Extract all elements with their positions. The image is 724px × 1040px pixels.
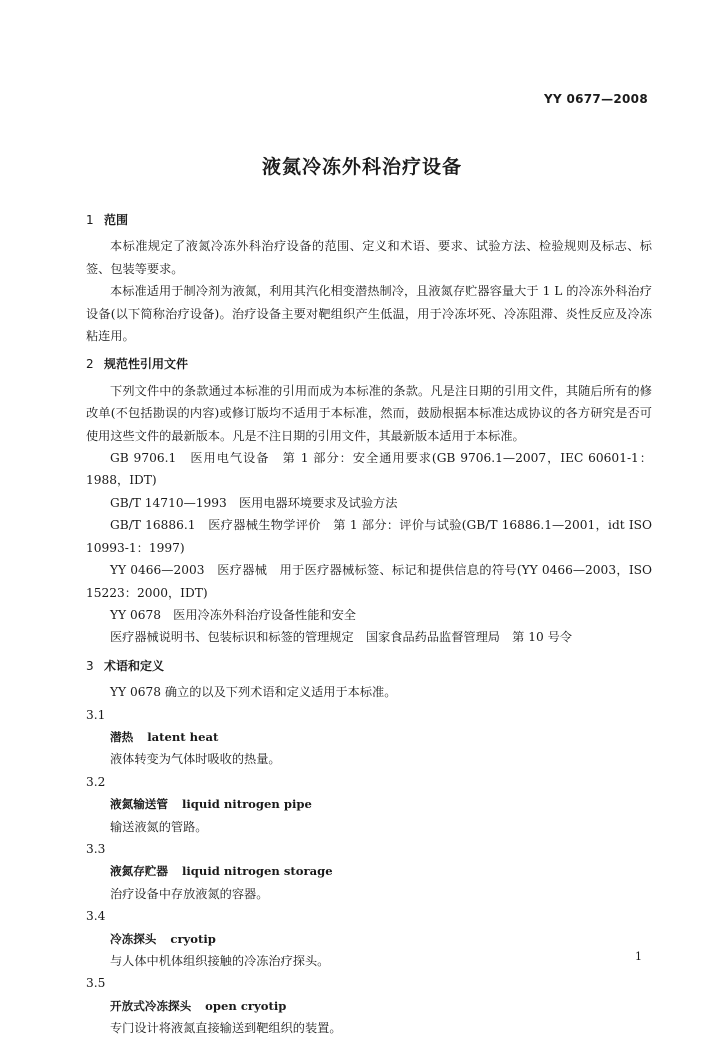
reference-item: YY 0678 医用冷冻外科治疗设备性能和安全 [110, 607, 356, 622]
term-zh: 液氮输送管 [110, 797, 168, 812]
reference-item: 医疗器械说明书、包装标识和标签的管理规定 国家食品药品监督管理局 第 10 号令 [110, 630, 573, 645]
term-zh: 液氮存贮器 [110, 864, 168, 879]
term-number: 3.4 [86, 909, 106, 924]
document-body [86, 205, 652, 1040]
page-number: 1 [635, 950, 642, 963]
reference-item: GB/T 14710—1993 医用电器环境要求及试验方法 [110, 495, 398, 510]
term-title [86, 860, 652, 882]
standard-code: YY 0677—2008 [544, 92, 648, 106]
term-number: 3.3 [86, 841, 106, 856]
reference-item: GB 9706.1 医用电气设备 第 1 部分：安全通用要求(GB 9706.1—2007，IEC 60601-1：1988，IDT) [86, 451, 652, 488]
section-heading-scope [86, 209, 652, 231]
section-number: 2 [86, 357, 94, 372]
term-definition: 输送液氮的管路。 [110, 819, 208, 834]
document-title: 液氮冷冻外科治疗设备 [261, 156, 462, 178]
section-number: 1 [86, 213, 94, 227]
section-title: 术语和定义 [104, 658, 165, 673]
section-title: 范围 [104, 213, 129, 227]
term-zh: 冷冻探头 [110, 931, 157, 946]
term-title [86, 793, 652, 815]
term-definition: 液体转变为气体时吸收的热量。 [110, 752, 281, 767]
term-en: liquid nitrogen storage [181, 864, 333, 879]
term-title [86, 928, 652, 950]
reference-item: GB/T 16886.1 医疗器械生物学评价 第 1 部分：评价与试验(GB/T 16886.1—2001，idt ISO 10993-1：1997) [86, 518, 652, 555]
section-number: 3 [86, 658, 94, 673]
section-heading-refs [86, 353, 652, 375]
term-definition: 治疗设备中存放液氮的容器。 [110, 886, 269, 901]
section-heading-terms [86, 655, 652, 677]
term-en: open cryotip [205, 998, 287, 1013]
term-number: 3.2 [86, 774, 106, 789]
reference-item: YY 0466—2003 医疗器械 用于医疗器械标签、标记和提供信息的符号(YY 0466—2003，ISO 15223：2000，IDT) [86, 563, 652, 600]
section-title: 规范性引用文件 [104, 357, 189, 372]
term-en: liquid nitrogen pipe [181, 797, 312, 812]
term-definition: 与人体中机体组织接触的冷冻治疗探头。 [110, 954, 330, 968]
terms-intro: YY 0678 确立的以及下列术语和定义适用于本标准。 [110, 685, 397, 700]
term-en: cryotip [170, 931, 216, 946]
term-number: 3.5 [86, 976, 106, 991]
term-zh: 开放式冷冻探头 [110, 998, 192, 1013]
term-en: latent heat [147, 729, 219, 744]
term-zh: 潜热 [110, 729, 134, 744]
term-number: 3.1 [86, 707, 106, 722]
refs-intro: 下列文件中的条款通过本标准的引用而成为本标准的条款。凡是注日期的引用文件，其随后所有的修改单(不包括勘误的内容)或修订版均不适用于本标准，然而，鼓励根据本标准达成协议的各方研究是否可使用这些文件的最新版本。凡是不注日期的引用文件，其最新版本适用于本标准。 [86, 383, 652, 443]
scope-paragraph-1: 本标准规定了液氮冷冻外科治疗设备的范围、定义和术语、要求、试验方法、检验规则及标志、标签、包装等要求。 [86, 239, 652, 276]
term-title [86, 726, 652, 748]
term-definition: 专门设计将液氮直接输送到靶组织的装置。 [110, 1021, 342, 1036]
term-title [86, 995, 652, 1017]
scope-paragraph-2: 本标准适用于制冷剂为液氮，利用其汽化相变潜热制冷，且液氮存贮器容量大于 1 L 的冷冻外科治疗设备(以下简称治疗设备)。治疗设备主要对靶组织产生低温，用于冷冻坏死、冷冻阻滞、炎性反应及冷冻粘连用。 [86, 284, 652, 344]
